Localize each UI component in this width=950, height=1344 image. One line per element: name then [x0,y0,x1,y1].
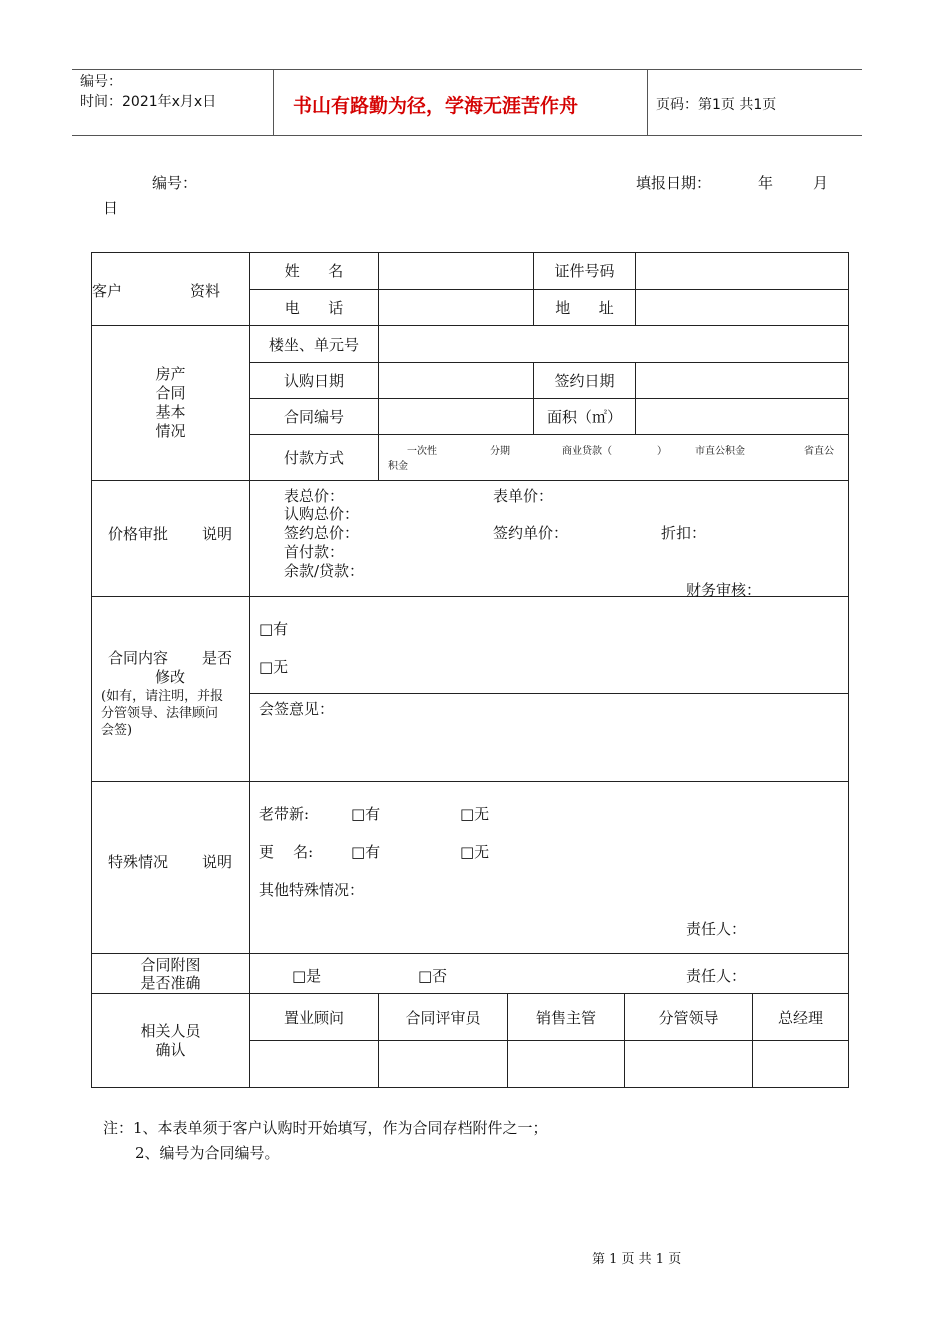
payment-option-province-fund-wrap: 积金 [388,460,408,472]
list-total-price: 表总价： [284,486,345,505]
sign-general-manager[interactable] [753,1041,849,1088]
attachment-no-checkbox[interactable]: □否 [418,966,448,985]
modification-note-1: (如有，请注明，并报 [101,689,224,704]
special-details-cell [250,782,849,954]
countersign-label: 会签意见： [259,700,335,718]
header-top-rule [72,69,862,70]
confirm-label-a: 相关人员 [140,1021,201,1040]
header-divider-right [647,69,648,135]
header-motto: 书山有路勤为径，学海无涯苦作舟 [293,95,579,117]
other-special-label: 其他特殊情况： [259,880,365,899]
attachment-responsible-label: 责任人： [686,966,747,985]
customer-section-label [92,253,250,326]
countersign-cell[interactable] [250,694,849,782]
modification-label-b: 是否 [202,649,233,667]
footer-page-number: 第 1 页 共 1 页 [592,1252,682,1267]
attachment-yes-checkbox[interactable]: □是 [292,966,322,985]
address-field[interactable] [636,289,849,326]
area-label: 面积（㎡） [534,399,636,435]
old-new-label: 老带新: [259,804,310,823]
role-general-manager: 总经理 [753,994,849,1041]
sign-division-leader[interactable] [625,1041,753,1088]
form-number-label: 编号： [152,174,198,192]
contract-label-2: 合同 [155,384,186,402]
id-number-label: 证件号码 [534,253,636,290]
price-section-label [92,481,250,597]
payment-option-commercial-loan[interactable]: 商业贷款（ [562,445,612,457]
note-line-1: 注：1、本表单须于客户认购时开始填写，作为合同存档附件之一； [103,1119,548,1137]
payment-option-city-fund[interactable]: 市直公积金 [695,445,745,457]
subscribe-total-price: 认购总价： [284,504,360,523]
down-payment: 首付款： [284,542,345,561]
fill-date-month: 月 [813,174,829,192]
contract-label-1: 房产 [155,365,186,383]
special-responsible-label: 责任人： [686,919,747,938]
modification-note-2: 分管领导、法律顾问 [101,706,219,721]
contract-section-label [92,326,250,481]
contract-label-4: 情况 [155,422,186,440]
confirm-section-label [92,994,250,1088]
modification-yes-checkbox[interactable]: □有 [259,619,289,638]
contract-number-label: 合同编号 [250,399,379,435]
address-label: 地 址 [534,289,636,326]
special-section-label [92,782,250,954]
sign-sales-supervisor[interactable] [508,1041,625,1088]
subscribe-date-field[interactable] [379,363,534,399]
attachment-label-b: 是否准确 [140,973,201,992]
header-bottom-rule [72,135,862,136]
note-line-2: 2、编号为合同编号。 [135,1144,280,1162]
attachment-section-label [92,954,250,994]
header-time: 时间：2021年x月x日 [80,94,217,110]
rename-yes-checkbox[interactable]: □有 [351,842,381,861]
payment-method-label: 付款方式 [250,435,379,481]
payment-option-paren-close: ） [657,445,667,457]
attachment-label-a: 合同附图 [140,955,201,974]
sign-unit-price: 签约单价： [493,523,569,542]
attachment-options-cell [250,954,849,994]
price-label-a: 价格审批 [108,524,169,543]
header-page-number: 页码：第1页 共1页 [656,97,777,113]
role-division-leader: 分管领导 [625,994,753,1041]
fill-date-year: 年 [758,174,774,192]
old-new-yes-checkbox[interactable]: □有 [351,804,381,823]
rename-label: 更 名: [259,842,314,861]
header-number: 编号： [80,74,122,90]
confirm-label-b: 确认 [155,1040,186,1059]
sign-date-label: 签约日期 [534,363,636,399]
payment-option-lump-sum[interactable]: 一次性 [407,445,437,457]
special-label-b: 说明 [202,852,233,871]
building-unit-label: 楼坐、单元号 [250,326,379,363]
old-new-no-checkbox[interactable]: □无 [460,804,490,823]
subscribe-date-label: 认购日期 [250,363,379,399]
price-details-cell [250,481,849,597]
name-label: 姓 名 [250,253,379,290]
building-unit-field[interactable] [379,326,849,363]
sign-total-price: 签约总价： [284,523,360,542]
rename-no-checkbox[interactable]: □无 [460,842,490,861]
special-label-a: 特殊情况 [108,852,169,871]
contract-approval-form [91,252,849,1088]
id-number-field[interactable] [636,253,849,290]
list-unit-price: 表单价： [493,486,554,505]
price-label-b: 说明 [202,524,233,543]
finance-review: 财务审核： [686,580,762,599]
fill-date-label: 填报日期： [636,174,712,192]
sign-sales-consultant[interactable] [250,1041,379,1088]
customer-label-b: 资料 [190,282,221,300]
discount: 折扣： [661,523,707,542]
payment-option-installment[interactable]: 分期 [490,445,510,457]
payment-options-cell [379,435,849,481]
modification-note-3: 会签) [101,723,133,738]
phone-field[interactable] [379,289,534,326]
payment-option-province-fund[interactable]: 省直公 [804,445,834,457]
modification-options-cell [250,597,849,694]
sign-date-field[interactable] [636,363,849,399]
fill-date-day: 日 [103,199,119,217]
balance-loan: 余款/贷款： [284,561,365,580]
modification-label-a: 合同内容 [108,649,169,667]
phone-label: 电 话 [250,289,379,326]
modification-no-checkbox[interactable]: □无 [259,657,289,676]
modification-label-c: 修改 [155,668,186,686]
role-sales-supervisor: 销售主管 [508,994,625,1041]
header-divider-left [273,69,274,135]
name-field[interactable] [379,253,534,290]
contract-label-3: 基本 [155,403,186,421]
contract-number-field[interactable] [379,399,534,435]
role-contract-reviewer: 合同评审员 [379,994,508,1041]
modification-section-label [92,597,250,782]
customer-label-a: 客户 [92,282,123,300]
role-sales-consultant: 置业顾问 [250,994,379,1041]
area-field[interactable] [636,399,849,435]
sign-contract-reviewer[interactable] [379,1041,508,1088]
